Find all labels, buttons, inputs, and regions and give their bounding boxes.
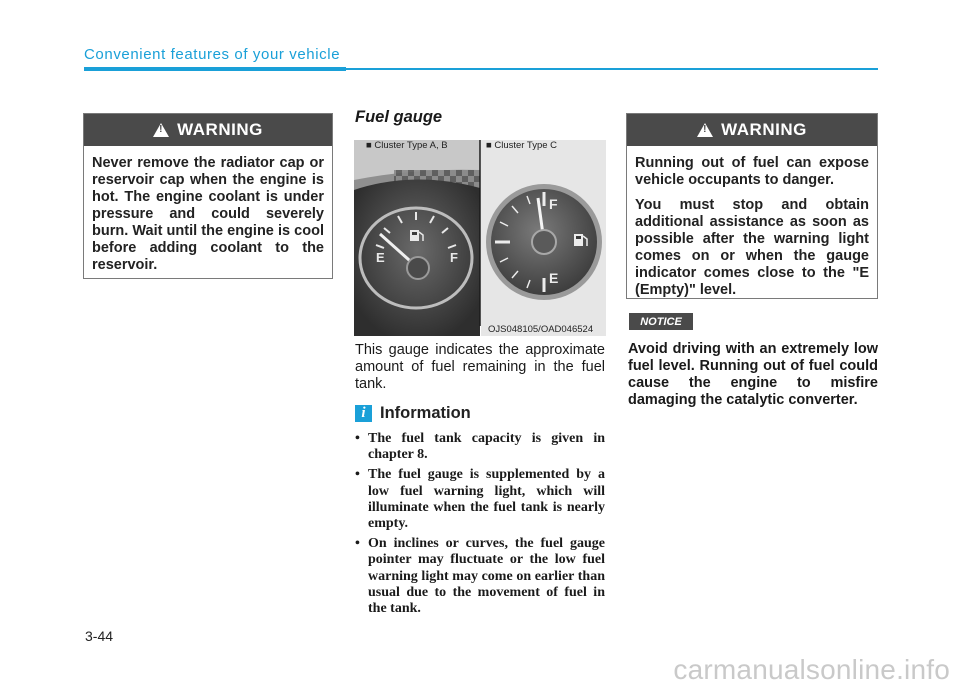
gauge-full-label: F [450, 250, 458, 265]
caption-cluster-type-ab: ■ Cluster Type A, B [366, 140, 448, 151]
watermark: carmanualsonline.info [673, 654, 950, 685]
list-item: • On inclines or curves, the fuel gauge pointer may fluctuate or the low fuel warning light may come on earlier than usual due to the movement of fuel in the tank. [355, 536, 605, 617]
information-heading [355, 404, 471, 423]
fuel-warning-box [626, 113, 878, 299]
warning-header [84, 114, 332, 146]
information-title: Information [380, 404, 471, 422]
fuel-gauge-illustration [354, 140, 606, 336]
gauge-empty-label: E [549, 270, 559, 286]
gauge-empty-label: E [376, 250, 385, 265]
gauge-full-label: F [549, 196, 558, 212]
figure-reference: OJS048105/OAD046524 [488, 324, 594, 335]
page-number: 3-44 [85, 628, 114, 644]
fuel-gauge-figure [354, 140, 606, 336]
warning-triangle-icon [697, 123, 713, 137]
information-list [355, 431, 605, 621]
warning-paragraph: Running out of fuel can expose vehicle occupants to danger. [635, 155, 869, 188]
coolant-warning-box [83, 113, 333, 279]
section-header: Convenient features of your vehicle [84, 46, 341, 63]
section-title: Fuel gauge [355, 108, 443, 126]
header-rule-thin [346, 68, 878, 70]
warning-heading: WARNING [177, 120, 263, 139]
warning-paragraph: You must stop and obtain additional assistance as soon as possible after the warning light comes on or when the gauge indicator comes close to the "E (Empty)" level. [635, 197, 869, 298]
notice-badge: NOTICE [629, 313, 693, 330]
caption-cluster-type-c: ■ Cluster Type C [486, 140, 558, 151]
warning-text: Never remove the radiator cap or reservoir cap when the engine is hot. The engine coolant is under pressure and could severely burn. Wait until the engine is cool before adding coolant to the reservoir. [92, 155, 324, 273]
info-icon: i [355, 405, 372, 422]
fuel-gauge-description: This gauge indicates the approximate amount of fuel remaining in the fuel tank. [355, 342, 605, 392]
warning-triangle-icon [153, 123, 169, 137]
header-rule [84, 67, 346, 71]
warning-header [627, 114, 877, 146]
list-item: • The fuel tank capacity is given in chapter 8. [355, 431, 605, 463]
warning-heading: WARNING [721, 120, 807, 139]
notice-text: Avoid driving with an extremely low fuel level. Running out of fuel could cause the engine to misfire damaging the catalytic converter. [628, 341, 878, 408]
warning-text [627, 146, 877, 315]
list-item: • The fuel gauge is supplemented by a low fuel warning light, which will illuminate when the fuel tank is nearly empty. [355, 467, 605, 532]
